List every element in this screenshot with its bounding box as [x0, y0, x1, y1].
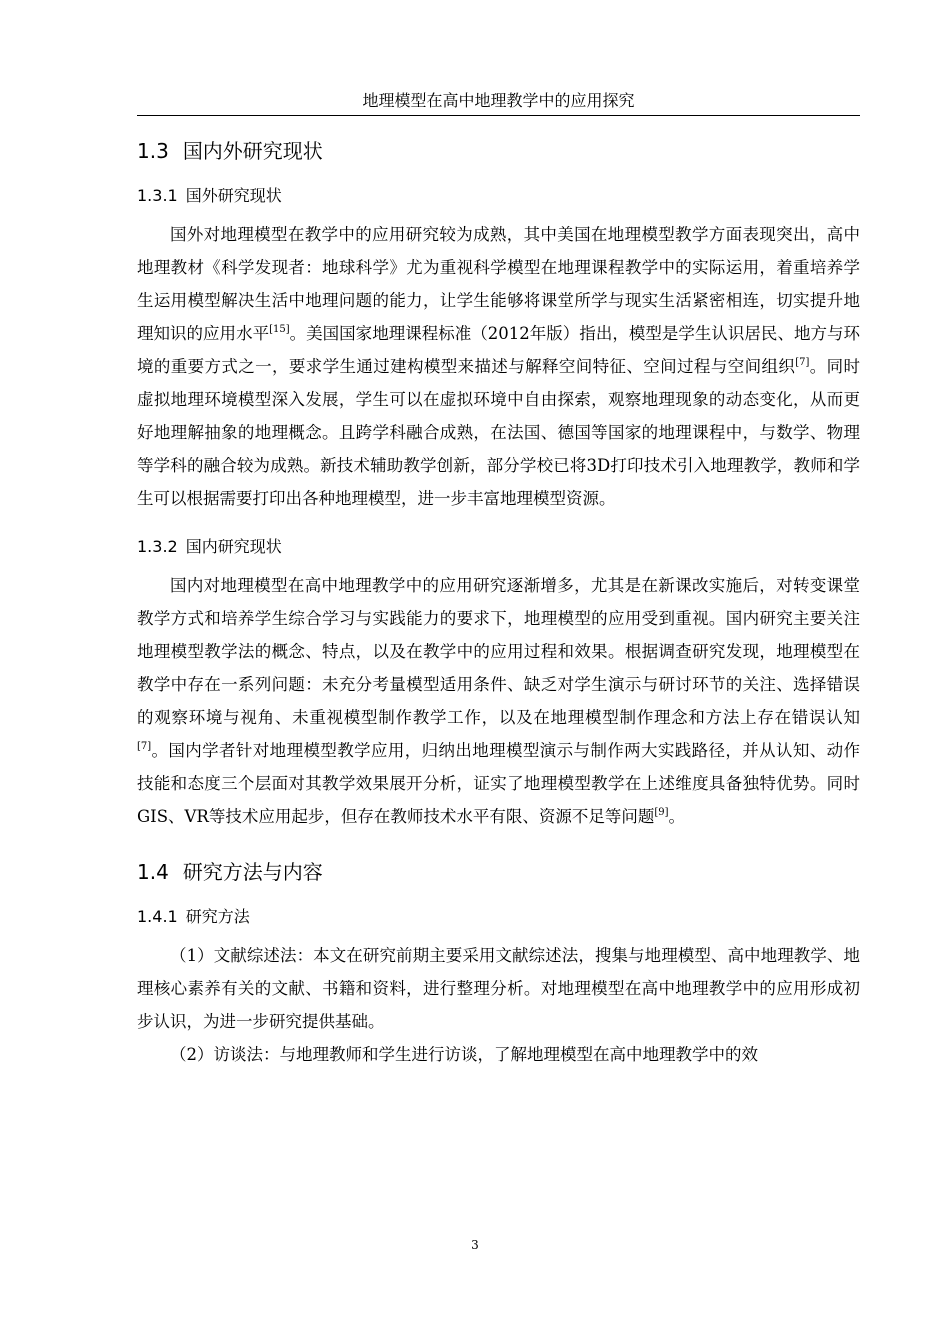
header-rule — [137, 115, 860, 116]
subsection-title: 研究方法 — [185, 907, 250, 926]
paragraph-text: 。同时虚拟地理环境模型深入发展，学生可以在虚拟环境中自由探索，观察地理现象的动态变化，从而更好地理解抽象的地理概念。且跨学科融合成熟，在法国、德国等国家的地理课程中，与数学、物理等学科的融合较为成熟。新技术辅助教学创新，部分学校已将3D打印技术引入地理教学，教师和学生可以根据需要打印出各种地理模型，进一步丰富地理模型资源。 — [137, 357, 861, 508]
subsection-heading-1-4-1 — [137, 905, 860, 929]
subsection-number: 1.3.2 — [137, 537, 178, 556]
citation-ref: [9] — [654, 807, 669, 818]
page-content — [137, 134, 860, 1071]
paragraph-foreign-research — [137, 218, 860, 515]
section-number: 1.4 — [137, 860, 169, 884]
paragraph-text: 。国内学者针对地理模型教学应用，归纳出地理模型演示与制作两大实践路径，并从认知、动作技能和态度三个层面对其教学效果展开分析，证实了地理模型教学在上述维度具备独特优势。同时GIS、VR等技术应用起步，但存在教师技术水平有限、资源不足等问题 — [137, 741, 860, 826]
citation-ref: [15] — [269, 324, 290, 335]
subsection-number: 1.3.1 — [137, 186, 178, 205]
paragraph-text: 。 — [668, 807, 686, 826]
subsection-number: 1.4.1 — [137, 907, 178, 926]
subsection-heading-1-3-1 — [137, 184, 860, 208]
paragraph-text: 。美国国家地理课程标准（2012年版）指出，模型是学生认识居民、地方与环境的重要方式之一，要求学生通过建构模型来描述与解释空间特征、空间过程与空间组织 — [137, 324, 860, 376]
paragraph-domestic-research — [137, 569, 860, 833]
subsection-heading-1-3-2 — [137, 535, 860, 559]
paragraph-text: 国内对地理模型在高中地理教学中的应用研究逐渐增多，尤其是在新课改实施后，对转变课堂教学方式和培养学生综合学习与实践能力的要求下，地理模型的应用受到重视。国内研究主要关注地理模型教学法的概念、特点，以及在教学中的应用过程和效果。根据调查研究发现，地理模型在教学中存在一系列问题：未充分考量模型适用条件、缺乏对学生演示与研讨环节的关注、选择错误的观察环境与视角、未重视模型制作教学工作，以及在地理模型制作理念和方法上存在错误认知 — [137, 576, 860, 727]
section-title: 国内外研究现状 — [182, 139, 323, 163]
subsection-title: 国外研究现状 — [185, 186, 282, 205]
section-heading-1-3 — [137, 134, 860, 168]
paragraph-interview-method: （2）访谈法：与地理教师和学生进行访谈，了解地理模型在高中地理教学中的效 — [170, 1045, 758, 1064]
paragraph-text: 国外对地理模型在教学中的应用研究较为成熟，其中美国在地理模型教学方面表现突出，高中地理教材《科学发现者：地球科学》尤为重视科学模型在地理课程教学中的实际运用，着重培养学生运用模型解决生活中地理问题的能力，让学生能够将课堂所学与现实生活紧密相连，切实提升地理知识的应用水平 — [137, 225, 860, 343]
running-header: 地理模型在高中地理教学中的应用探究 — [362, 91, 635, 110]
page-number: 3 — [471, 1238, 479, 1252]
subsection-title: 国内研究现状 — [185, 537, 282, 556]
section-number: 1.3 — [137, 139, 169, 163]
section-heading-1-4 — [137, 855, 860, 889]
paragraph-literature-review: （1）文献综述法：本文在研究前期主要采用文献综述法，搜集与地理模型、高中地理教学、地理核心素养有关的文献、书籍和资料，进行整理分析。对地理模型在高中地理教学中的应用形成初步认识，为进一步研究提供基础。 — [137, 946, 860, 1031]
citation-ref: [7] — [795, 357, 810, 368]
section-title: 研究方法与内容 — [182, 860, 323, 884]
citation-ref: [7] — [137, 741, 152, 752]
